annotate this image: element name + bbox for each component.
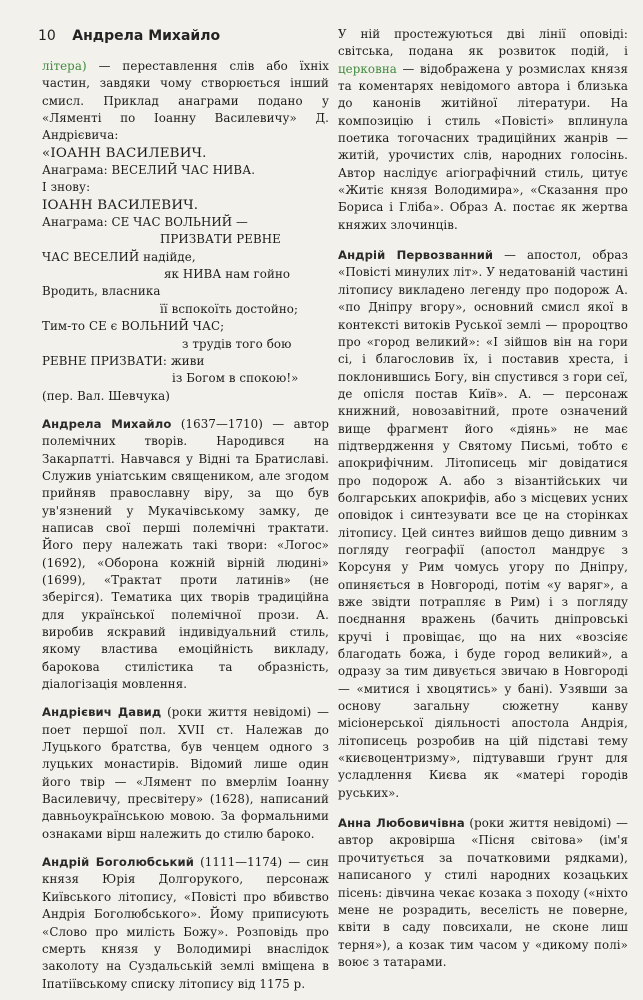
entry-term: Андрієвич Давид [42,705,162,720]
left-column [42,58,329,993]
entry-text: (роки життя невідомі) — автор акровірша «Пісня світова» (ім'я прочитується за початковими рядками), написаного у стилі народних козацьких пісень: дівчина чекає козака з походу («ніхто мене не розрадить, веселість не поверне, квіти в саду повсихали, не сконе лиш терня»), а козак тим часом у «дикому полі» воює з татарами. [338,816,628,969]
entry-anagram-continuation [42,58,329,145]
poem-line: її вспокоїть достойно; [160,301,299,316]
entry-andriievych-davyd [42,704,329,843]
running-head [38,28,328,50]
running-title: Андрела Михайло [72,28,221,44]
poem-line: ІОАНН ВАСИЛЕВИЧ. [42,197,199,213]
poem-line: Вродить, власника [42,284,161,299]
poem-line: як НИВА нам гойно [164,267,291,282]
entry-term: Андрела Михайло [42,416,172,431]
poem-line: Анаграма: СЕ ЧАС ВОЛЬНИЙ — [42,215,248,230]
anagram-poem [42,145,329,405]
poem-line: ЧАС ВЕСЕЛИЙ надійде, [42,249,196,264]
entry-term: Анна Любовичівна [338,816,465,831]
entry-text: (роки життя невідомі) — поет першої пол. XVII ст. Належав до Луцького братства, був ченцем одного з луцьких монастирів. Відомий лише один його твір — «Лямент по вмерлім Іоанну Василевичу, пресвітеру» (1628), написаний давньоукраїнською мовою. За формальними ознаками вірш належить до стилю бароко. [42,705,330,841]
poem-line: із Богом в спокою!» [172,371,299,386]
entry-text: — переставлення слів або їхніх частин, завдяки чому створюється інший смисл. Приклад анаграми подано у «Ляменті по Іоанну Василевичу» Д. Андрієвича: [42,59,329,143]
poem-line: Тим-то СЕ є ВОЛЬНИЙ ЧАС; [42,319,225,334]
poem-line: «ІОАНН ВАСИЛЕВИЧ. [42,145,207,161]
entry-text: У ній простежуються дві лінії оповіді: світська, подана як розвиток подій, і [338,27,628,59]
entry-andrii-bogoliubskyi [42,854,329,993]
entry-term: Андрій Первозванний [338,248,494,263]
poem-line: РЕВНЕ ПРИЗВАТИ: живи [42,353,205,368]
entry-bogoliubskyi-continuation [338,26,628,234]
green-term: церковна [338,61,397,76]
page-number: 10 [38,28,56,44]
entry-text: (1637—1710) — автор полемічних творів. Народився на Закарпатті. Навчався у Відні та Братиславі. Служив уніатським священиком, але згодом прийняв православну віру, за що був ув'язнений у Мукачівському замку, де написав свої перші полемічні трактати. Його перу належать такі твори: «Логос» (1692), «Оборона кожній вірній людині» (1699), «Трактат проти латинів» (не зберігся). Тематика цих творів традиційна для української полемічної прози. А. виробив яскравий індивідуальний стиль, якому властива емоційність викладу, барокова стилістика та образність, діалогізація мовлення. [42,416,329,692]
entry-term: Андрій Боголюбський [42,855,194,870]
poem-line: з трудів того бою [182,336,292,351]
entry-text: — апостол, образ «Повісті минулих літ». У недатованій частині літопису викладено легенду про подорож А. «по Дніпру вгору», основний смисл якої в контексті витоків Руської землі — пророцтво про «город великий»: «І зійшов він на гори сі, і благословив їх, і поставив хреста, і поклонившись Богу, він спустився з гори сеї, де опісля постав Київ». А. — персонаж книжний, новозавітний, проте означений вище фрагмент його «діянь» не має підтвердження у Святому Письмі, тобто є апокрифічним. Літописець міг довідатися про подорож А. або з візантійських чи болгарських апокрифів, або з місцевих усних оповідок і синтезувати все це на сторінках літопису. Цей синтез вийшов дещо дивним з погляду географії (апостол мандрує з Корсуня у Рим чомусь угору по Дніпру, опиняється в Новгороді, потім «у варяг», а вже звідти потрапляє в Рим) і з погляду поєднання вражень (бачить дніпровські кручі і провіщає, що на них «возсіяє благодать божа, і буде город великий», а одразу за тим дивується звичаю в Новгороді — «митися і хвоцятись» у бані). Узявши за основу загальну сюжетну канву місіонерської діяльності апостола Андрія, літописець розробив на цій підставі тему «києвоцентризму», підтувавши ґрунт для усладлення Києва як «матері городів руських». [338,248,629,800]
poem-line: Анаграма: ВЕСЕЛИЙ ЧАС НИВА. [42,163,256,178]
poem-line: ПРИЗВАТИ РЕВНЕ [160,232,281,247]
poem-line: І знову: [42,180,91,195]
entry-text: — відображена у розмислах князя та коментарях невідомого автора і близька до канонів житійної літератури. На композицію і стиль «Повісті» вплинула поетика тогочасних традиційних жанрів — житій, урочистих слів, народних голосінь. Автор наслідує агіографічний стиль, цитує «Житіє князя Володимира», «Сказання про Бориса і Гліба». Образ А. постає як жертва княжих злочинців. [338,61,628,232]
entry-andrii-pervozvannyi [338,247,628,802]
entry-anna-liubovychivna [338,815,628,971]
poem-line: (пер. Вал. Шевчука) [42,388,170,403]
green-term: літера) [42,59,87,73]
entry-andrela-mykhailo [42,416,329,694]
entry-text: (1111—1174) — син князя Юрія Долгорукого, персонаж Київського літопису, «Повісті про вбивство Андрія Боголюбського». Йому приписують «Слово про милість Божу». Розповідь про смерть князя у Володимирі внаслідок заколоту на Суздальській землі вміщена в Іпатіївському списку літопису від 1175 р. [42,855,329,991]
right-column [338,26,628,971]
